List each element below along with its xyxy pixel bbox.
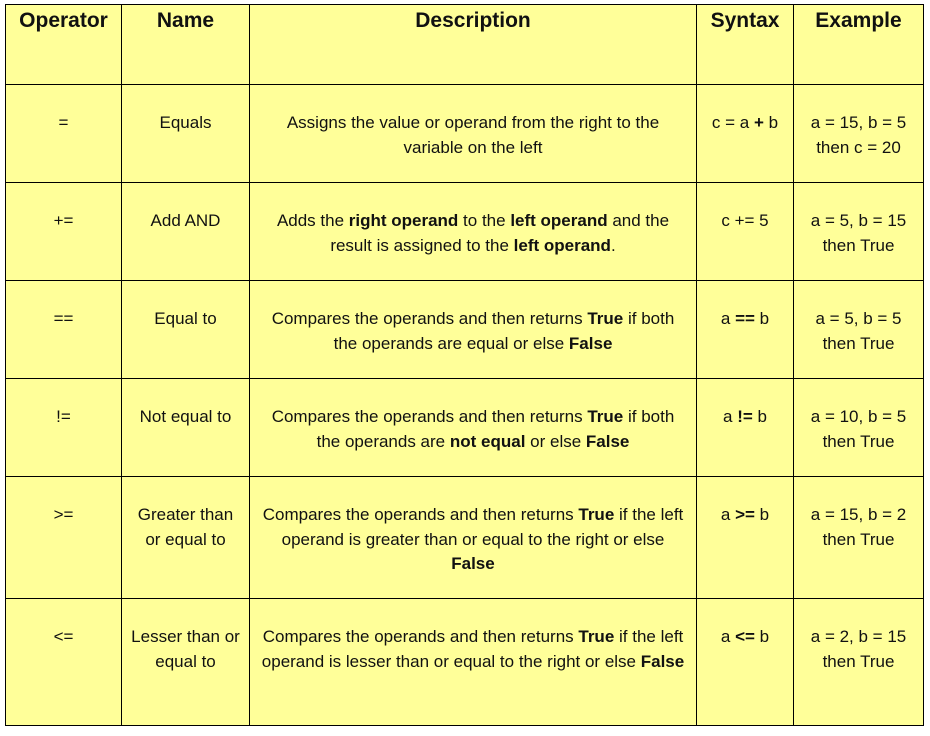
header-description: Description [250,5,697,85]
description-cell [250,379,697,477]
text-run: a [720,309,736,328]
bold-text: True [578,627,615,646]
text-run: to the [458,211,511,230]
text-run: a [720,627,736,646]
text-run: if both the operands are equal or else [333,309,675,353]
text-run: b [763,113,779,132]
bold-text: not equal [449,431,526,451]
bold-text: <= [735,627,755,646]
bold-text: True [578,505,615,524]
name-cell: Equal to [122,281,250,379]
description-cell [250,599,697,726]
bold-text: False [451,554,495,573]
bold-text: != [737,407,753,426]
name-cell: Equals [122,85,250,183]
operators-table [5,4,924,726]
description-cell [250,85,697,183]
text-run: b [754,627,770,646]
text-run: Compares the operands and then returns [271,309,588,328]
text-run: b [754,505,770,524]
header-syntax: Syntax [697,5,794,85]
bold-text: False [640,651,685,671]
syntax-cell [697,183,794,281]
text-run: Adds the [276,211,349,230]
text-run: b [754,309,770,328]
description-cell [250,477,697,599]
text-run: a [723,407,738,426]
bold-text: True [587,407,624,426]
table-row [6,183,924,281]
example-cell: a = 15, b = 2 then True [794,477,924,599]
header-example: Example [794,5,924,85]
bold-text: == [735,309,755,328]
header-operator: Operator [6,5,122,85]
bold-text: + [753,113,764,132]
table-row [6,599,924,726]
operator-cell: = [6,85,122,183]
text-run: and the result is assigned to the [330,211,670,255]
name-cell: Lesser than or equal to [122,599,250,726]
syntax-cell [697,281,794,379]
description-cell [250,281,697,379]
operator-cell: >= [6,477,122,599]
table-row [6,281,924,379]
name-cell: Not equal to [122,379,250,477]
bold-text: False [568,333,613,353]
operator-cell: == [6,281,122,379]
table-row [6,379,924,477]
table-row [6,477,924,599]
example-cell: a = 2, b = 15 then True [794,599,924,726]
header-name: Name [122,5,250,85]
syntax-cell [697,599,794,726]
text-run: c = a [711,113,754,132]
bold-text: False [585,431,630,451]
table-row [6,85,924,183]
operator-cell: != [6,379,122,477]
example-cell: a = 10, b = 5 then True [794,379,924,477]
bold-text: left operand [513,235,611,255]
text-run: Assigns the value or operand from the right to the variable on the left [286,113,660,157]
text-run: c += 5 [721,211,769,230]
text-run: or else [525,431,586,451]
bold-text: >= [735,505,755,524]
text-run: a [720,505,736,524]
syntax-cell [697,477,794,599]
name-cell: Add AND [122,183,250,281]
text-run: Compares the operands and then returns [271,407,588,426]
text-run: b [752,407,767,426]
example-cell: a = 15, b = 5 then c = 20 [794,85,924,183]
bold-text: right operand [348,211,459,230]
bold-text: True [587,309,624,328]
example-cell: a = 5, b = 15 then True [794,183,924,281]
text-run: if the left operand is lesser than or equal to the right or else [261,627,684,671]
description-cell [250,183,697,281]
text-run: . [610,235,616,255]
text-run: if both the operands are [316,407,675,451]
name-cell: Greater than or equal to [122,477,250,599]
example-cell: a = 5, b = 5 then True [794,281,924,379]
operator-cell: <= [6,599,122,726]
syntax-cell [697,379,794,477]
header-row [6,5,924,85]
text-run: Compares the operands and then returns [262,627,579,646]
text-run: Compares the operands and then returns [262,505,579,524]
bold-text: left operand [510,211,608,230]
text-run: if the left operand is greater than or equal to the right or else [281,505,684,549]
operator-cell: += [6,183,122,281]
syntax-cell [697,85,794,183]
